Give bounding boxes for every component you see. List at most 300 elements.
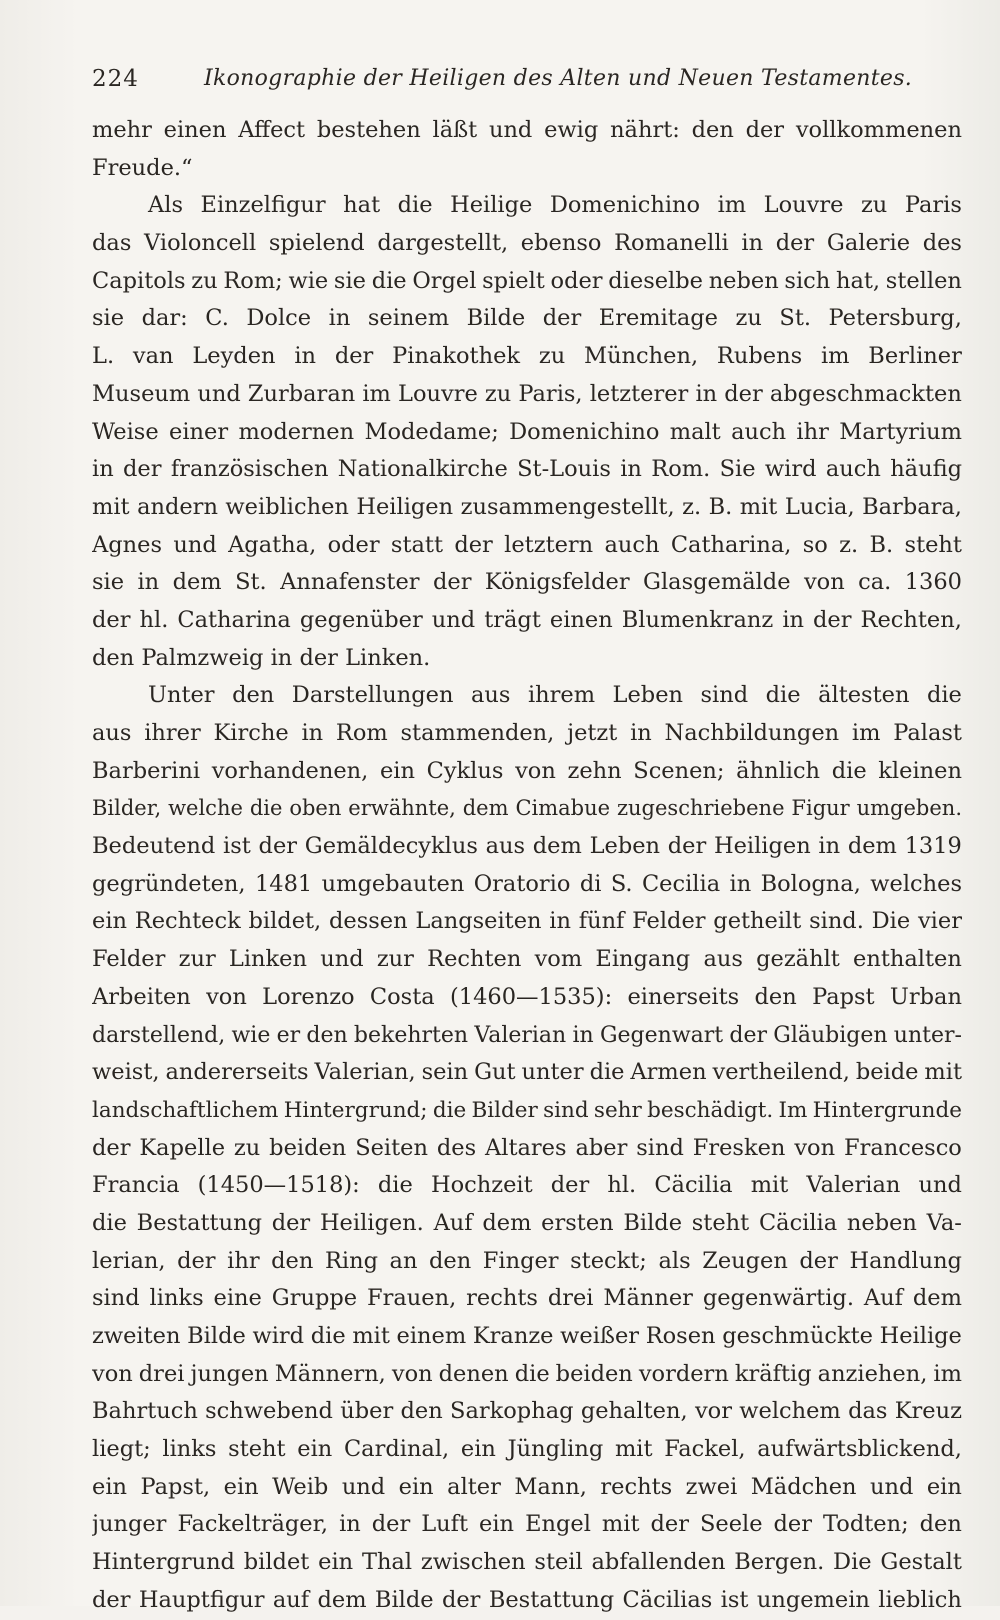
word: dessen [328,908,408,935]
word: über [340,1398,394,1425]
word: ihrer [144,720,201,746]
word: Luft [421,1511,469,1538]
word: ein [926,1473,962,1500]
word: Bologna, [760,870,861,897]
text-line [92,753,962,791]
word: der [92,1586,131,1613]
word: unter [521,1059,584,1086]
word: umgebauten [321,870,465,897]
word: di [579,870,602,897]
word: von [515,757,556,784]
text-line [92,1431,962,1469]
word: Cäcilias [622,1586,713,1613]
word: Cäcilia [654,1172,733,1199]
word: Bilde [466,305,526,332]
word: einerseits [627,983,740,1010]
word: Weib [272,1473,329,1500]
word: dem [912,1285,962,1312]
word: der [334,343,374,370]
word: zu [484,380,512,407]
word: der [542,305,582,332]
word: B. [708,493,733,520]
word: Cäcilia [758,1209,838,1236]
text-line [92,715,962,753]
word: ältesten [818,682,910,709]
word: von [803,569,845,596]
word: Rechten, [860,606,962,633]
text-line [92,187,962,225]
word: wird [764,456,817,483]
word: der [775,230,815,257]
word: hl. [139,606,169,633]
word: zweiten [92,1323,181,1349]
word: Valerian, [314,1059,416,1086]
word: in [294,343,317,370]
word: landschaftlichem [92,1097,279,1123]
word: Barbara, [862,493,962,520]
word: sind [700,682,749,709]
word: häufig [890,456,962,483]
word: und [173,531,217,558]
word: Kapelle [139,1134,226,1161]
word: Heiligen [356,493,454,520]
word: Modedame; [364,418,499,445]
word: St-Louis [517,456,611,483]
word: Hintergrund; [283,1097,428,1123]
word: sie [92,569,125,596]
word: wird [252,1323,305,1349]
word: sie [92,305,125,332]
word: auf [272,1586,310,1613]
word: gegenwärtig. [702,1285,854,1312]
word: einen [549,606,613,633]
word: die [377,1172,413,1199]
word: Bergen. [734,1549,825,1576]
word: den [691,117,734,143]
word: Berliner [868,343,962,370]
word: Romanelli [614,230,729,257]
word: auch [604,531,660,558]
word: der [667,833,707,860]
word: Affect [238,117,306,143]
word: steht [904,531,962,558]
word: alter [447,1473,501,1500]
word: junger [92,1511,167,1538]
word: des [922,230,962,257]
word: steil [534,1549,583,1576]
text-line [92,1318,962,1356]
word: Einzelfigur [200,192,326,219]
word: zu [191,267,218,294]
word: Bilde [374,1586,434,1613]
word: 1319 [904,833,962,860]
word: Nationalkirche [337,456,508,483]
word: Agnes [92,531,163,558]
word: Seiten [355,1134,428,1161]
word: Lorenzo [262,983,355,1010]
word: dargestellt, [377,230,509,257]
word: oben [289,796,342,821]
word: einer [169,418,229,445]
word: welche [168,796,243,821]
word: Heiligen [713,833,811,860]
text-line [92,1544,962,1582]
text-line [92,602,962,640]
word: Costa [369,983,435,1010]
text-line [92,414,962,452]
word: dem [482,1209,532,1236]
word: in [782,606,804,633]
word: einem [396,1323,467,1349]
word: steckt; [570,1247,647,1274]
word: weiblichen [225,493,349,520]
word: Blumenkranz [621,606,774,633]
word: Felder [92,946,166,973]
word: getheilt [713,908,802,935]
word: in [137,569,160,596]
word: Zeugen [702,1247,788,1274]
word: in [328,305,351,332]
word: das [848,1398,888,1425]
word: in [620,456,642,483]
word: Fackelträger, [177,1511,329,1538]
word: Rosen [645,1323,716,1349]
word: gegründeten, [92,870,246,897]
word: Rechten [427,946,522,973]
word: Unter [148,682,215,709]
word: und [197,380,241,407]
word: von [206,983,247,1010]
word: die [92,1209,127,1236]
body-text [92,112,962,1620]
word: ein [398,1473,434,1500]
word: Todten; [823,1511,909,1538]
word: ein [479,1511,515,1538]
word: Heilige [450,192,533,219]
word: ungemein [756,1586,870,1613]
word: beiden [555,1360,633,1387]
word: St. [235,569,267,596]
word: und [431,606,476,633]
word: Gläubigen [773,1022,888,1048]
word: der [258,833,298,860]
word: mit [924,1059,962,1086]
word: 1481 [254,870,313,897]
word: der [813,606,852,633]
word: darstellend, [92,1022,226,1048]
word: L. [92,343,115,370]
word: in [818,833,841,860]
word: steht [691,1209,750,1236]
word: Louvre [763,192,844,219]
word: zehn [567,757,622,784]
word: wie [231,1022,271,1048]
word: ewig [544,117,599,143]
word: drei [547,1285,594,1312]
word: die [310,1323,346,1349]
word: der [92,1134,131,1161]
word: und [488,117,533,143]
word: Auf [433,1209,473,1236]
word: im [933,1360,962,1387]
word: ersten [541,1209,614,1236]
word: C. [205,305,229,332]
word: Catharina, [670,531,792,558]
page-number: 224 [92,66,139,92]
word: letzterer [589,380,689,407]
word: sind [636,1134,684,1161]
word: andern [137,493,218,520]
word: Valerian [474,1022,567,1048]
word: kräftig [734,1360,812,1387]
word: Va- [926,1209,962,1236]
word: der [650,1511,689,1538]
word: Hintergrunde [812,1097,962,1123]
word: malt [669,418,721,445]
word: Kirche [213,720,289,746]
word: Sie [719,456,756,483]
word: die [831,757,867,784]
word: Kreuz [894,1398,962,1425]
word: Bilde [623,1209,683,1236]
word: jungen [190,1360,269,1387]
text-line [92,941,962,979]
text-line [92,903,962,941]
word: die [765,682,801,709]
word: Paris [904,192,962,219]
word: van [132,343,174,370]
word: Arbeiten [92,983,191,1010]
word: St. [779,305,812,332]
word: ein [318,1549,354,1576]
word: aus [703,946,743,973]
word: z. [839,531,859,558]
word: bestehen [316,117,421,143]
word: schwebend [205,1398,333,1425]
word: Violoncell [144,230,257,257]
text-line [92,1280,962,1318]
word: zwei [685,1473,738,1500]
word: (1460—1535): [450,983,613,1010]
word: anziehen, [817,1360,928,1387]
word: Armen [630,1059,707,1086]
word: oder [327,531,380,558]
word: Zurbaran [247,380,356,407]
text-line [92,489,962,527]
word: enthalten [853,946,962,973]
word: Glasgemälde [643,569,791,596]
word: Annafenster [280,569,420,596]
word: B. [869,531,894,558]
word: Bilder, [92,796,162,821]
word: den [429,1247,472,1274]
word: als [658,1247,691,1274]
word: z. [682,493,702,520]
word: dem [317,1586,367,1613]
word: in [729,870,752,897]
word: Bahrtuch [92,1398,198,1425]
word: Gestalt [880,1549,962,1576]
word: geschmückte [722,1323,873,1349]
word: Die [833,1549,872,1576]
word: Jüngling [507,1436,604,1463]
word: der [773,1511,813,1538]
word: zu [233,1134,261,1161]
word: vordern [638,1360,729,1387]
word: auch [825,456,881,483]
text-line [92,1243,962,1281]
word: zu [538,343,566,370]
word: ihr [227,1247,260,1274]
word: Fackel, [664,1436,746,1463]
word: einen [163,117,227,143]
word: Ring [324,1247,378,1274]
word: Capitols [92,267,186,294]
word: jetzt [567,720,618,746]
word: ist [223,833,251,860]
word: vollkommenen [795,117,962,143]
word: sehr [593,1097,642,1123]
word: Linken [228,946,307,973]
word: hat [343,192,381,219]
word: Heilige [879,1323,962,1349]
word: Rom [335,720,388,746]
word: sind [543,1097,589,1123]
word: mit [352,1323,390,1349]
word: Martyrium [839,418,962,445]
word: weißer [560,1323,640,1349]
word: liegt; [92,1436,151,1463]
word: ähnlich [736,757,821,784]
word: bekehrten [353,1022,469,1048]
word: aus [92,720,132,746]
word: in [630,720,652,746]
word: Francia [92,1172,180,1199]
word: in [695,380,718,407]
word: beide [855,1059,919,1086]
word: Fresken [692,1134,786,1161]
word: Leben [612,682,684,709]
word: links [149,1285,204,1312]
word: der [724,380,763,407]
word: von [794,1134,836,1161]
word: Eingang [595,946,691,973]
page-header [92,66,913,102]
text-line [92,979,962,1017]
word: letztern [504,531,594,558]
word: vor [694,1398,732,1425]
word: sein [421,1059,469,1086]
word: aus [471,682,511,709]
word: stellen [885,267,962,294]
word: modernen [238,418,355,445]
word: im [717,192,747,219]
word: Scenen; [633,757,725,784]
word: Valerian [806,1172,901,1199]
word: beschädigt. [647,1097,774,1123]
word: hat, [835,267,881,294]
word: den [754,983,797,1010]
word: läßt [432,117,478,143]
word: Bilder [471,1097,538,1123]
running-head: Ikonographie der Heiligen des Alten und Neuen Testamentes. [204,66,913,91]
text-line: Freude.“ [92,154,193,181]
word: Die [871,908,911,935]
text-line [92,1054,962,1092]
word: fünf [578,908,625,935]
word: in [549,908,571,935]
word: abfallenden [591,1549,726,1576]
word: sind [92,1285,140,1312]
word: ihr [796,418,829,445]
word: welches [870,870,962,897]
word: die [926,682,962,709]
word: zur [376,946,414,973]
word: Rechteck [134,908,241,935]
word: eine [213,1285,262,1312]
word: Gemäldecyklus [304,833,478,860]
word: Gut [474,1059,516,1086]
word: mit [601,1511,640,1538]
word: spielt [482,267,545,294]
word: denen [438,1360,509,1387]
word: Im [778,1097,808,1123]
word: Bestattung [136,1209,262,1236]
word: Rom. [651,456,711,483]
text-line [92,300,962,338]
word: seinem [367,305,450,332]
word: mit [750,1172,789,1199]
text-line [92,451,962,489]
text-line [92,225,962,263]
word: den [400,1398,443,1425]
word: abgeschmackten [769,380,962,407]
word: der [441,1586,481,1613]
word: Dolce [246,305,312,332]
word: die [397,192,433,219]
text-line [92,1205,962,1243]
text-line [92,1393,962,1431]
word: und [869,1473,914,1500]
word: der [550,1172,590,1199]
word: dem [172,569,222,596]
word: er [276,1022,301,1048]
word: die [371,267,407,294]
word: rechts [466,1285,538,1312]
word: zwischen [420,1549,526,1576]
word: Cimabue [515,796,611,821]
word: der [729,1022,767,1048]
word: und [320,946,364,973]
word: weist, [92,1059,160,1086]
word: Eremitage [598,305,718,332]
word: das [92,230,132,257]
word: die [589,1059,625,1086]
word: neben [708,267,779,294]
word: vom [534,946,583,973]
word: an [389,1247,418,1274]
word: gegenüber [299,606,423,633]
word: Mann, [514,1473,587,1500]
word: mit [614,1436,653,1463]
word: Hintergrund [92,1549,235,1576]
word: der [432,569,472,596]
word: Darstellungen [291,682,454,709]
word: mit [92,493,130,520]
word: Frauen, [367,1285,457,1312]
word: vertheilend, [712,1059,850,1086]
word: Thal [361,1549,413,1576]
